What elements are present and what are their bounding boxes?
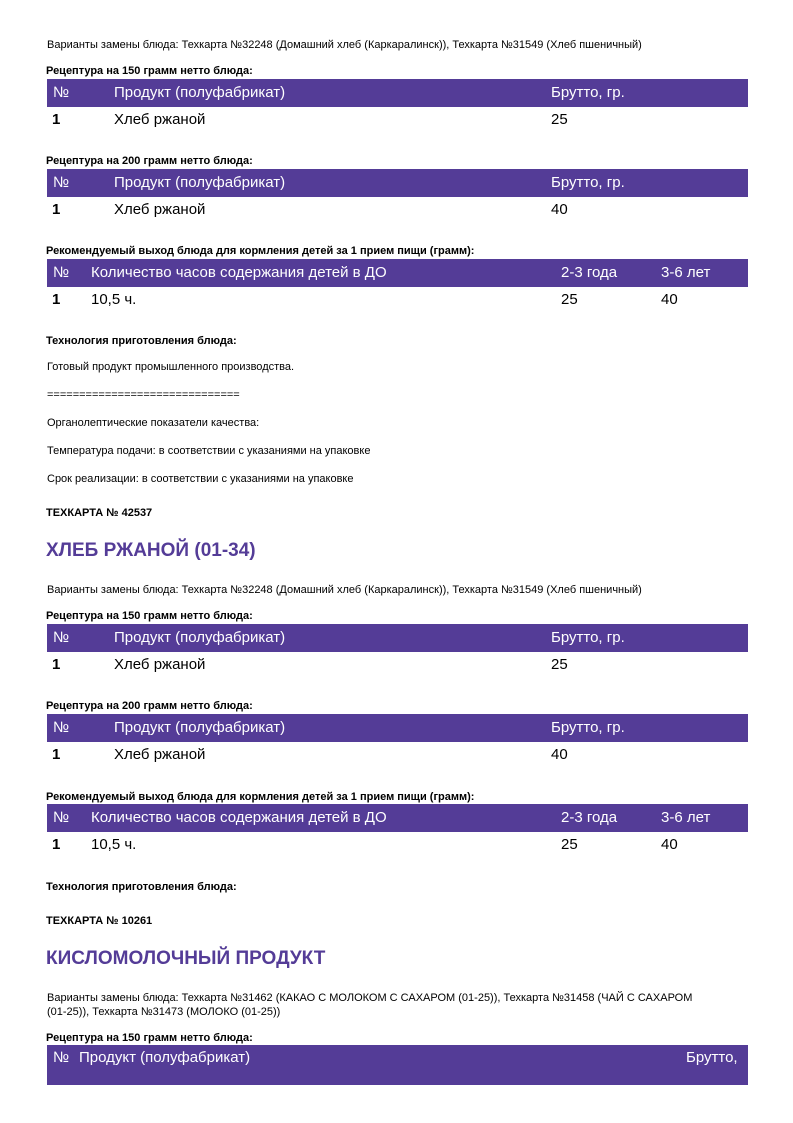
col-gross: Брутто, гр. — [551, 174, 625, 191]
row-number: 1 — [52, 746, 61, 763]
recipe-200-label: Рецептура на 200 грамм нетто блюда: — [46, 700, 253, 712]
row-hours: 10,5 ч. — [91, 836, 137, 853]
col-number: № — [53, 629, 70, 646]
col-number: № — [53, 809, 70, 826]
shelf-life: Срок реализации: в соответствии с указаниями на упаковке — [47, 473, 354, 485]
col-gross: Брутто, гр. — [551, 719, 625, 736]
row-product: Хлеб ржаной — [114, 111, 206, 128]
recipe-table-header — [47, 714, 748, 742]
recipe-150-label: Рецептура на 150 грамм нетто блюда: — [46, 65, 253, 77]
row-gross: 25 — [551, 656, 568, 673]
col-gross: Брутто, гр. — [551, 84, 625, 101]
row-product: Хлеб ржаной — [114, 201, 206, 218]
col-hours: Количество часов содержания детей в ДО — [91, 264, 387, 281]
replacement-variants: Варианты замены блюда: Техкарта №32248 (Домашний хлеб (Каркаралинск)), Техкарта №31549 (Хлеб пшеничный) — [47, 584, 642, 596]
dish-title: ХЛЕБ РЖАНОЙ (01-34) — [46, 540, 256, 561]
technology-text: Готовый продукт промышленного производства. — [47, 361, 295, 373]
output-table-header — [47, 259, 748, 287]
col-product: Продукт (полуфабрикат) — [114, 174, 286, 191]
col-number: № — [53, 84, 70, 101]
techcard-number: ТЕХКАРТА № 42537 — [46, 507, 153, 519]
row-product: Хлеб ржаной — [114, 656, 206, 673]
technology-label: Технология приготовления блюда: — [46, 881, 237, 893]
col-product: Продукт (полуфабрикат) — [114, 719, 286, 736]
recipe-150-label: Рецептура на 150 грамм нетто блюда: — [46, 610, 253, 622]
col-number: № — [53, 174, 70, 191]
recipe-table-header — [47, 79, 748, 107]
col-hours: Количество часов содержания детей в ДО — [91, 809, 387, 826]
serving-temperature: Температура подачи: в соответствии с указаниями на упаковке — [47, 445, 371, 457]
table-row — [47, 831, 748, 859]
col-gross: Брутто, — [686, 1049, 738, 1066]
recipe-150-label: Рецептура на 150 грамм нетто блюда: — [46, 1032, 253, 1044]
row-product: Хлеб ржаной — [114, 746, 206, 763]
col-product: Продукт (полуфабрикат) — [79, 1049, 251, 1066]
col-product: Продукт (полуфабрикат) — [114, 629, 286, 646]
col-number: № — [53, 264, 70, 281]
techcard-number: ТЕХКАРТА № 10261 — [46, 915, 153, 927]
row-number: 1 — [52, 656, 61, 673]
row-hours: 10,5 ч. — [91, 291, 137, 308]
row-number: 1 — [52, 111, 61, 128]
table-row — [47, 741, 748, 769]
row-gross: 25 — [551, 111, 568, 128]
row-number: 1 — [52, 201, 61, 218]
output-label: Рекомендуемый выход блюда для кормления детей за 1 прием пищи (грамм): — [46, 245, 475, 257]
row-gross: 40 — [551, 201, 568, 218]
col-age-2-3: 2-3 года — [561, 264, 618, 281]
col-number: № — [53, 719, 70, 736]
table-row — [47, 196, 748, 224]
table-row — [47, 286, 748, 314]
col-age-3-6: 3-6 лет — [661, 809, 711, 826]
output-table-header — [47, 804, 748, 832]
table-row — [47, 106, 748, 134]
col-age-3-6: 3-6 лет — [661, 264, 711, 281]
output-label: Рекомендуемый выход блюда для кормления детей за 1 прием пищи (грамм): — [46, 791, 475, 803]
col-age-2-3: 2-3 года — [561, 809, 618, 826]
row-age-3-6: 40 — [661, 291, 678, 308]
organoleptic-heading: Органолептические показатели качества: — [47, 417, 260, 429]
col-number: № — [53, 1049, 70, 1066]
replacement-variants: Варианты замены блюда: Техкарта №32248 (Домашний хлеб (Каркаралинск)), Техкарта №31549 (Хлеб пшеничный) — [47, 39, 642, 51]
row-gross: 40 — [551, 746, 568, 763]
recipe-200-label: Рецептура на 200 грамм нетто блюда: — [46, 155, 253, 167]
table-row — [47, 651, 748, 679]
col-product: Продукт (полуфабрикат) — [114, 84, 286, 101]
row-age-2-3: 25 — [561, 836, 578, 853]
col-gross: Брутто, гр. — [551, 629, 625, 646]
separator-line: ============================== — [47, 389, 240, 401]
recipe-table-header — [47, 624, 748, 652]
recipe-table-header — [47, 1045, 748, 1085]
row-age-3-6: 40 — [661, 836, 678, 853]
technology-label: Технология приготовления блюда: — [46, 335, 237, 347]
row-number: 1 — [52, 836, 61, 853]
row-age-2-3: 25 — [561, 291, 578, 308]
dish-title: КИСЛОМОЛОЧНЫЙ ПРОДУКТ — [46, 948, 326, 969]
row-number: 1 — [52, 291, 61, 308]
replacement-variants: Варианты замены блюда: Техкарта №31462 (КАКАО С МОЛОКОМ С САХАРОМ (01-25)), Техкарта №31458 (ЧАЙ С САХАРОМ (01-25)), Техкарта №31473 (МОЛОКО (01-25)) — [47, 992, 693, 1018]
recipe-table-header — [47, 169, 748, 197]
